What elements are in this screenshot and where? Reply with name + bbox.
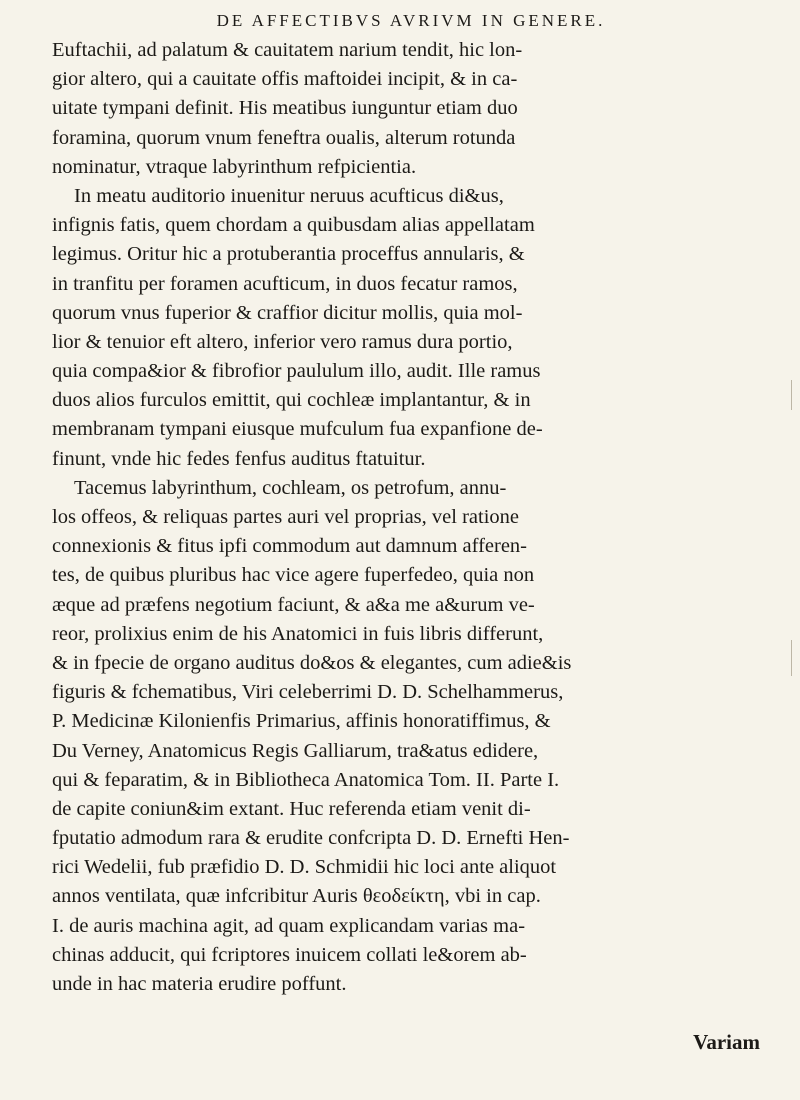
text-line: Tacemus labyrinthum, cochleam, os petrofum, annu- <box>74 476 507 499</box>
text-line: legimus. Oritur hic a protuberantia proceffus annularis, & <box>52 243 525 266</box>
catchword: Variam <box>693 1030 760 1054</box>
text-line: unde in hac materia erudire poffunt. <box>52 973 347 995</box>
text-line: Du Verney, Anatomicus Regis Galliarum, tra&atus edidere, <box>52 739 539 762</box>
text-line: quia compa&ior & fibrofior paululum illo, audit. Ille ramus <box>52 360 541 383</box>
text-line: nominatur, vtraque labyrinthum refpicientia. <box>52 155 417 178</box>
text-line: Euftachii, ad palatum & cauitatem narium tendit, hic lon- <box>52 39 523 61</box>
text-line: figuris & fchematibus, Viri celeberrimi D. D. Schelhammerus, <box>52 681 564 704</box>
text-line: connexionis & fitus ipfi commodum aut damnum afferen- <box>52 535 528 558</box>
running-head: DE AFFECTIBVS AVRIVM IN GENERE. <box>216 11 606 30</box>
text-line: quorum vnus fuperior & craffior dicitur mollis, quia mol- <box>52 301 523 324</box>
text-line: finunt, vnde hic fedes fenfus auditus ftatuitur. <box>52 447 426 470</box>
text-line: los offeos, & reliquas partes auri vel proprias, vel ratione <box>52 506 519 528</box>
text-line: rici Wedelii, fub præfidio D. D. Schmidii hic loci ante aliquot <box>52 856 557 879</box>
text-line: lior & tenuior eft altero, inferior vero ramus dura portio, <box>52 330 513 353</box>
text-line: reor, prolixius enim de his Anatomici in fuis libris differunt, <box>52 622 544 645</box>
page-edge-mark <box>783 380 792 410</box>
text-line: qui & feparatim, & in Bibliotheca Anatomica Tom. II. Parte I. <box>52 768 560 791</box>
text-line: tes, de quibus pluribus hac vice agere fuperfedeo, quia non <box>52 564 535 587</box>
text-line: æque ad præfens negotium faciunt, & a&a me a&urum ve- <box>52 593 535 616</box>
text-line: duos alios furculos emittit, qui cochleæ implantantur, & in <box>52 389 531 412</box>
text-line: uitate tympani definit. His meatibus iunguntur etiam duo <box>52 97 518 120</box>
text-line: de capite coniun&im extant. Huc referenda etiam venit di- <box>52 797 531 820</box>
body-text <box>52 36 760 999</box>
text-line: gior altero, qui a cauitate offis maftoidei incipit, & in ca- <box>52 68 518 91</box>
text-line: in tranfitu per foramen acufticum, in duos fecatur ramos, <box>52 272 518 295</box>
text-line: chinas adducit, qui fcriptores inuicem collati le&orem ab- <box>52 943 527 966</box>
page-text-block <box>52 8 760 999</box>
text-line: annos ventilata, quæ infcribitur Auris θεοδείκτη, vbi in cap. <box>52 885 541 908</box>
text-line: P. Medicinæ Kilonienfis Primarius, affinis honoratiffimus, & <box>52 710 551 733</box>
text-line: foramina, quorum vnum feneftra oualis, alterum rotunda <box>52 126 516 149</box>
text-line: I. de auris machina agit, ad quam explicandam varias ma- <box>52 914 526 937</box>
page-edge-mark <box>783 640 792 676</box>
text-line: In meatu auditorio inuenitur neruus acufticus di&us, <box>74 184 504 207</box>
text-line: infignis fatis, quem chordam a quibusdam alias appellatam <box>52 214 535 237</box>
text-line: fputatio admodum rara & erudite confcripta D. D. Ernefti Hen- <box>52 827 570 850</box>
text-line: membranam tympani eiusque mufculum fua expanfione de- <box>52 418 543 441</box>
text-line: & in fpecie de organo auditus do&os & elegantes, cum adie&is <box>52 651 572 674</box>
